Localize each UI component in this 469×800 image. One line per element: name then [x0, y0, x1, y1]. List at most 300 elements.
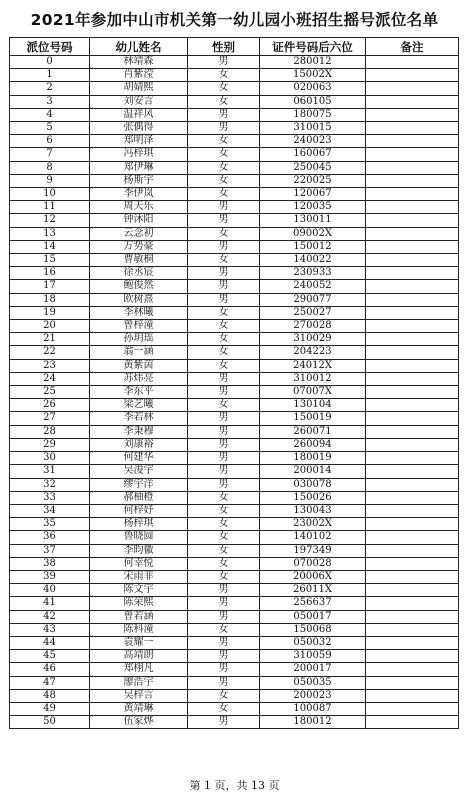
gender-cell: 女: [188, 702, 260, 715]
id-last-six-cell: 280012: [260, 56, 366, 69]
table-row: [10, 465, 459, 478]
lottery-number-cell: 16: [10, 267, 90, 280]
id-last-six-cell: 030078: [260, 478, 366, 491]
id-last-six-cell: 23002X: [260, 518, 366, 531]
remarks-cell: [366, 676, 459, 689]
table-row: [10, 108, 459, 121]
id-last-six-cell: 220025: [260, 174, 366, 187]
child-name-cell: 陈文宇: [90, 584, 188, 597]
remarks-cell: [366, 188, 459, 201]
table-row: [10, 478, 459, 491]
child-name-cell: 胡婧熙: [90, 82, 188, 95]
child-name-cell: 袁耀一: [90, 636, 188, 649]
child-name-cell: 何幸悦: [90, 557, 188, 570]
child-name-cell: 鲁晓圆: [90, 531, 188, 544]
gender-cell: 男: [188, 201, 260, 214]
table-row: [10, 240, 459, 253]
table-row: [10, 491, 459, 504]
column-header-gender: 性别: [188, 38, 260, 56]
id-last-six-cell: 256637: [260, 597, 366, 610]
gender-cell: 男: [188, 438, 260, 451]
lottery-number-cell: 15: [10, 254, 90, 267]
child-name-cell: 伍家烨: [90, 716, 188, 729]
child-name-cell: 李若林: [90, 412, 188, 425]
remarks-cell: [366, 716, 459, 729]
id-last-six-cell: 180019: [260, 452, 366, 465]
lottery-number-cell: 42: [10, 610, 90, 623]
remarks-cell: [366, 689, 459, 702]
lottery-number-cell: 38: [10, 557, 90, 570]
child-name-cell: 周天乐: [90, 201, 188, 214]
table-row: [10, 293, 459, 306]
id-last-six-cell: 230933: [260, 267, 366, 280]
child-name-cell: 陈荣熙: [90, 597, 188, 610]
table-row: [10, 254, 459, 267]
id-last-six-cell: 310029: [260, 333, 366, 346]
id-last-six-cell: 070028: [260, 557, 366, 570]
table-row: [10, 82, 459, 95]
remarks-cell: [366, 148, 459, 161]
page-footer: 第 1 页，共 13 页: [189, 779, 280, 792]
gender-cell: 女: [188, 359, 260, 372]
table-row: [10, 320, 459, 333]
id-last-six-cell: 150012: [260, 240, 366, 253]
remarks-cell: [366, 570, 459, 583]
child-name-cell: 李东平: [90, 386, 188, 399]
remarks-cell: [366, 108, 459, 121]
remarks-cell: [366, 333, 459, 346]
remarks-cell: [366, 372, 459, 385]
table-row: [10, 676, 459, 689]
lottery-number-cell: 50: [10, 716, 90, 729]
lottery-number-cell: 20: [10, 320, 90, 333]
remarks-cell: [366, 584, 459, 597]
lottery-result-table: [9, 37, 459, 729]
id-last-six-cell: 310059: [260, 650, 366, 663]
lottery-number-cell: 30: [10, 452, 90, 465]
lottery-number-cell: 32: [10, 478, 90, 491]
gender-cell: 女: [188, 174, 260, 187]
table-row: [10, 584, 459, 597]
child-name-cell: 何梓妤: [90, 504, 188, 517]
table-row: [10, 623, 459, 636]
lottery-number-cell: 49: [10, 702, 90, 715]
remarks-cell: [366, 438, 459, 451]
id-last-six-cell: 120067: [260, 188, 366, 201]
remarks-cell: [366, 293, 459, 306]
id-last-six-cell: 260094: [260, 438, 366, 451]
child-name-cell: 云念初: [90, 227, 188, 240]
child-name-cell: 鲍俊然: [90, 280, 188, 293]
gender-cell: 女: [188, 333, 260, 346]
table-row: [10, 56, 459, 69]
id-last-six-cell: 130011: [260, 214, 366, 227]
gender-cell: 女: [188, 504, 260, 517]
id-last-six-cell: 197349: [260, 544, 366, 557]
child-name-cell: 吴梓言: [90, 689, 188, 702]
remarks-cell: [366, 201, 459, 214]
lottery-number-cell: 36: [10, 531, 90, 544]
lottery-number-cell: 7: [10, 148, 90, 161]
lottery-number-cell: 11: [10, 201, 90, 214]
lottery-number-cell: 13: [10, 227, 90, 240]
lottery-number-cell: 1: [10, 69, 90, 82]
remarks-cell: [366, 650, 459, 663]
table-row: [10, 346, 459, 359]
id-last-six-cell: 200014: [260, 465, 366, 478]
gender-cell: 女: [188, 491, 260, 504]
child-name-cell: 梁艺曦: [90, 399, 188, 412]
remarks-cell: [366, 135, 459, 148]
id-last-six-cell: 100087: [260, 702, 366, 715]
gender-cell: 女: [188, 306, 260, 319]
table-row: [10, 544, 459, 557]
child-name-cell: 翁一涵: [90, 346, 188, 359]
child-name-cell: 徐丞宸: [90, 267, 188, 280]
gender-cell: 女: [188, 254, 260, 267]
id-last-six-cell: 26011X: [260, 584, 366, 597]
lottery-number-cell: 46: [10, 663, 90, 676]
child-name-cell: 万势豪: [90, 240, 188, 253]
id-last-six-cell: 160067: [260, 148, 366, 161]
table-row: [10, 359, 459, 372]
child-name-cell: 黄靖琳: [90, 702, 188, 715]
id-last-six-cell: 180012: [260, 716, 366, 729]
lottery-number-cell: 40: [10, 584, 90, 597]
lottery-number-cell: 18: [10, 293, 90, 306]
lottery-number-cell: 29: [10, 438, 90, 451]
gender-cell: 女: [188, 544, 260, 557]
gender-cell: 男: [188, 663, 260, 676]
table-row: [10, 597, 459, 610]
id-last-six-cell: 09002X: [260, 227, 366, 240]
gender-cell: 女: [188, 188, 260, 201]
lottery-number-cell: 9: [10, 174, 90, 187]
remarks-cell: [366, 214, 459, 227]
lottery-number-cell: 23: [10, 359, 90, 372]
remarks-cell: [366, 320, 459, 333]
gender-cell: 男: [188, 412, 260, 425]
column-header-child-name: 幼儿姓名: [90, 38, 188, 56]
lottery-number-cell: 43: [10, 623, 90, 636]
remarks-cell: [366, 254, 459, 267]
gender-cell: 女: [188, 148, 260, 161]
lottery-number-cell: 2: [10, 82, 90, 95]
table-row: [10, 650, 459, 663]
lottery-number-cell: 17: [10, 280, 90, 293]
lottery-number-cell: 21: [10, 333, 90, 346]
id-last-six-cell: 15002X: [260, 69, 366, 82]
gender-cell: 男: [188, 56, 260, 69]
child-name-cell: 吴浚宇: [90, 465, 188, 478]
lottery-number-cell: 45: [10, 650, 90, 663]
remarks-cell: [366, 518, 459, 531]
table-row: [10, 412, 459, 425]
gender-cell: 男: [188, 610, 260, 623]
lottery-number-cell: 33: [10, 491, 90, 504]
remarks-cell: [366, 240, 459, 253]
gender-cell: 女: [188, 82, 260, 95]
child-name-cell: 张偶得: [90, 122, 188, 135]
remarks-cell: [366, 95, 459, 108]
table-row: [10, 69, 459, 82]
remarks-cell: [366, 597, 459, 610]
child-name-cell: 林靖森: [90, 56, 188, 69]
remarks-cell: [366, 280, 459, 293]
table-row: [10, 716, 459, 729]
gender-cell: 男: [188, 386, 260, 399]
child-name-cell: 郑栩凡: [90, 663, 188, 676]
page-title: 2021年参加中山市机关第一幼儿园小班招生摇号派位名单: [30, 11, 439, 29]
lottery-number-cell: 12: [10, 214, 90, 227]
lottery-number-cell: 28: [10, 425, 90, 438]
gender-cell: 女: [188, 95, 260, 108]
id-last-six-cell: 120035: [260, 201, 366, 214]
lottery-number-cell: 37: [10, 544, 90, 557]
id-last-six-cell: 310015: [260, 122, 366, 135]
id-last-six-cell: 290077: [260, 293, 366, 306]
table-row: [10, 425, 459, 438]
child-name-cell: 刘康裕: [90, 438, 188, 451]
gender-cell: 女: [188, 570, 260, 583]
remarks-cell: [366, 174, 459, 187]
table-row: [10, 689, 459, 702]
table-row: [10, 372, 459, 385]
table-row: [10, 135, 459, 148]
gender-cell: 女: [188, 623, 260, 636]
remarks-cell: [366, 478, 459, 491]
lottery-number-cell: 19: [10, 306, 90, 319]
id-last-six-cell: 180075: [260, 108, 366, 121]
remarks-cell: [366, 56, 459, 69]
table-row: [10, 280, 459, 293]
table-row: [10, 306, 459, 319]
child-name-cell: 郝柚橙: [90, 491, 188, 504]
table-row: [10, 438, 459, 451]
gender-cell: 男: [188, 452, 260, 465]
remarks-cell: [366, 610, 459, 623]
gender-cell: 女: [188, 227, 260, 240]
child-name-cell: 杨梓琪: [90, 518, 188, 531]
child-name-cell: 肖紫滢: [90, 69, 188, 82]
table-row: [10, 636, 459, 649]
lottery-number-cell: 39: [10, 570, 90, 583]
table-row: [10, 452, 459, 465]
child-name-cell: 郑伊琳: [90, 161, 188, 174]
table-body: [10, 56, 459, 729]
table-header-row: [10, 38, 459, 56]
table-row: [10, 214, 459, 227]
remarks-cell: [366, 412, 459, 425]
id-last-six-cell: 150019: [260, 412, 366, 425]
remarks-cell: [366, 346, 459, 359]
lottery-number-cell: 24: [10, 372, 90, 385]
child-name-cell: 宋雨菲: [90, 570, 188, 583]
table-row: [10, 386, 459, 399]
gender-cell: 男: [188, 465, 260, 478]
child-name-cell: 郑明泽: [90, 135, 188, 148]
id-last-six-cell: 140102: [260, 531, 366, 544]
remarks-cell: [366, 465, 459, 478]
table-row: [10, 557, 459, 570]
id-last-six-cell: 310012: [260, 372, 366, 385]
child-name-cell: 李昀徽: [90, 544, 188, 557]
gender-cell: 男: [188, 280, 260, 293]
id-last-six-cell: 050035: [260, 676, 366, 689]
id-last-six-cell: 07007X: [260, 386, 366, 399]
column-header-id-last-six: 证件号码后六位: [260, 38, 366, 56]
remarks-cell: [366, 491, 459, 504]
child-name-cell: 杨斯宇: [90, 174, 188, 187]
child-name-cell: 曾梓潼: [90, 320, 188, 333]
id-last-six-cell: 050032: [260, 636, 366, 649]
remarks-cell: [366, 636, 459, 649]
remarks-cell: [366, 399, 459, 412]
child-name-cell: 钟沐阳: [90, 214, 188, 227]
child-name-cell: 刘安言: [90, 95, 188, 108]
child-name-cell: 苏炜亮: [90, 372, 188, 385]
gender-cell: 男: [188, 214, 260, 227]
table-row: [10, 531, 459, 544]
gender-cell: 女: [188, 531, 260, 544]
child-name-cell: 欧树熹: [90, 293, 188, 306]
child-name-cell: 黄紫茵: [90, 359, 188, 372]
remarks-cell: [366, 359, 459, 372]
child-name-cell: 高靖朗: [90, 650, 188, 663]
gender-cell: 男: [188, 478, 260, 491]
remarks-cell: [366, 531, 459, 544]
lottery-number-cell: 44: [10, 636, 90, 649]
table-row: [10, 333, 459, 346]
id-last-six-cell: 020063: [260, 82, 366, 95]
child-name-cell: 李秉穆: [90, 425, 188, 438]
remarks-cell: [366, 227, 459, 240]
gender-cell: 男: [188, 372, 260, 385]
remarks-cell: [366, 306, 459, 319]
lottery-number-cell: 4: [10, 108, 90, 121]
gender-cell: 男: [188, 122, 260, 135]
gender-cell: 男: [188, 636, 260, 649]
id-last-six-cell: 050017: [260, 610, 366, 623]
column-header-remarks: 备注: [366, 38, 459, 56]
id-last-six-cell: 204223: [260, 346, 366, 359]
lottery-number-cell: 14: [10, 240, 90, 253]
remarks-cell: [366, 504, 459, 517]
gender-cell: 男: [188, 716, 260, 729]
remarks-cell: [366, 623, 459, 636]
lottery-number-cell: 35: [10, 518, 90, 531]
lottery-number-cell: 47: [10, 676, 90, 689]
table-row: [10, 148, 459, 161]
lottery-number-cell: 22: [10, 346, 90, 359]
child-name-cell: 孙玥瑶: [90, 333, 188, 346]
id-last-six-cell: 130043: [260, 504, 366, 517]
table-row: [10, 518, 459, 531]
remarks-cell: [366, 425, 459, 438]
id-last-six-cell: 150026: [260, 491, 366, 504]
id-last-six-cell: 24012X: [260, 359, 366, 372]
remarks-cell: [366, 82, 459, 95]
table-row: [10, 201, 459, 214]
lottery-number-cell: 10: [10, 188, 90, 201]
remarks-cell: [366, 122, 459, 135]
remarks-cell: [366, 557, 459, 570]
lottery-number-cell: 5: [10, 122, 90, 135]
remarks-cell: [366, 267, 459, 280]
lottery-number-cell: 8: [10, 161, 90, 174]
id-last-six-cell: 240052: [260, 280, 366, 293]
id-last-six-cell: 270028: [260, 320, 366, 333]
table-row: [10, 610, 459, 623]
id-last-six-cell: 20006X: [260, 570, 366, 583]
lottery-number-cell: 6: [10, 135, 90, 148]
table-row: [10, 663, 459, 676]
gender-cell: 女: [188, 161, 260, 174]
table-row: [10, 702, 459, 715]
id-last-six-cell: 140022: [260, 254, 366, 267]
child-name-cell: 曹敏桐: [90, 254, 188, 267]
child-name-cell: 曾若涵: [90, 610, 188, 623]
remarks-cell: [366, 386, 459, 399]
table-row: [10, 188, 459, 201]
id-last-six-cell: 150068: [260, 623, 366, 636]
id-last-six-cell: 060105: [260, 95, 366, 108]
remarks-cell: [366, 452, 459, 465]
lottery-number-cell: 25: [10, 386, 90, 399]
id-last-six-cell: 250045: [260, 161, 366, 174]
id-last-six-cell: 200017: [260, 663, 366, 676]
gender-cell: 女: [188, 69, 260, 82]
table-row: [10, 267, 459, 280]
column-header-lottery-number: 派位号码: [10, 38, 90, 56]
table-row: [10, 95, 459, 108]
gender-cell: 男: [188, 267, 260, 280]
gender-cell: 女: [188, 518, 260, 531]
lottery-number-cell: 26: [10, 399, 90, 412]
remarks-cell: [366, 544, 459, 557]
gender-cell: 女: [188, 320, 260, 333]
gender-cell: 男: [188, 597, 260, 610]
gender-cell: 女: [188, 135, 260, 148]
child-name-cell: 温祥风: [90, 108, 188, 121]
lottery-number-cell: 31: [10, 465, 90, 478]
child-name-cell: 缪宇洋: [90, 478, 188, 491]
remarks-cell: [366, 69, 459, 82]
table-row: [10, 227, 459, 240]
gender-cell: 女: [188, 557, 260, 570]
gender-cell: 男: [188, 425, 260, 438]
table-row: [10, 399, 459, 412]
table-row: [10, 161, 459, 174]
child-name-cell: 廖浩宇: [90, 676, 188, 689]
gender-cell: 女: [188, 346, 260, 359]
id-last-six-cell: 130104: [260, 399, 366, 412]
child-name-cell: 李伊岚: [90, 188, 188, 201]
gender-cell: 男: [188, 676, 260, 689]
gender-cell: 男: [188, 240, 260, 253]
id-last-six-cell: 200023: [260, 689, 366, 702]
child-name-cell: 李林曦: [90, 306, 188, 319]
lottery-number-cell: 34: [10, 504, 90, 517]
gender-cell: 男: [188, 584, 260, 597]
lottery-number-cell: 3: [10, 95, 90, 108]
gender-cell: 男: [188, 293, 260, 306]
lottery-number-cell: 27: [10, 412, 90, 425]
gender-cell: 男: [188, 650, 260, 663]
remarks-cell: [366, 663, 459, 676]
id-last-six-cell: 240023: [260, 135, 366, 148]
lottery-number-cell: 41: [10, 597, 90, 610]
